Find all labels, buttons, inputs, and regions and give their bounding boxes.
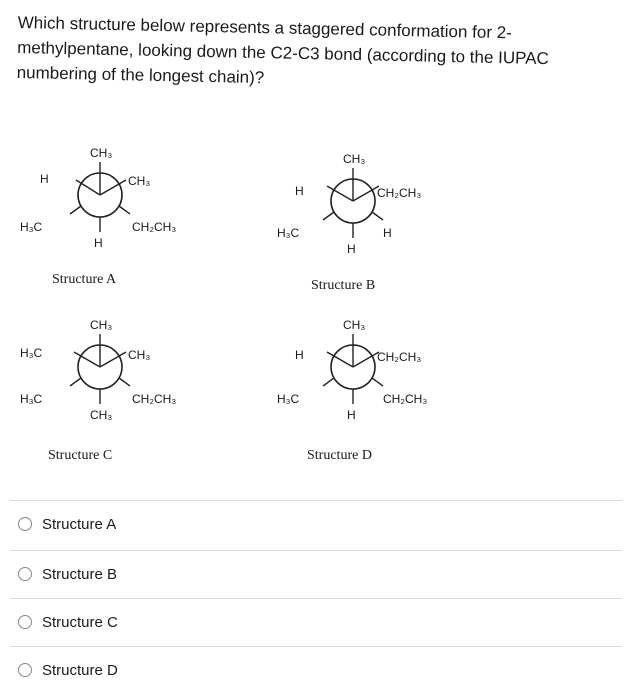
structure-b-caption: Structure B [311,278,376,293]
option-structure-b[interactable] [10,550,622,597]
structure-a-back-bottom: H [94,236,103,250]
question-line-2: methylpentane, looking down the C2-C3 bond (according to the IUPAC [17,37,550,69]
structure-d-back-bottom: H [347,408,356,422]
option-structure-d[interactable] [10,646,622,693]
newman-diagram-d [265,312,465,462]
question-line-3: numbering of the longest chain)? [16,62,265,88]
structure-c-front-top: CH₃ [90,318,113,332]
option-label: Structure C [42,613,118,631]
question-line-1: Which structure below represents a staggered conformation for 2- [17,12,513,43]
radio-icon[interactable] [18,517,32,531]
newman-projections-figure [0,140,632,490]
structure-c-back-right: CH₂CH₃ [132,392,177,406]
structure-c-back-left: H₃C [20,392,43,406]
structure-b-back-left: H₃C [277,226,300,240]
newman-diagram-b [265,146,465,296]
structure-d-back-left: H₃C [277,392,300,406]
structure-c-caption: Structure C [48,448,113,463]
structure-c-back-bottom: CH₃ [90,408,113,422]
structure-a-back-left: H₃C [20,220,43,234]
newman-structure-c [10,312,210,462]
structure-b-front-left: H [295,184,304,198]
structure-c-front-right: CH₃ [128,348,151,362]
structure-a-back-right: CH₂CH₃ [132,220,177,234]
structure-a-caption: Structure A [52,272,117,287]
radio-icon[interactable] [18,567,32,581]
option-structure-a[interactable] [10,500,622,547]
newman-diagram-a [10,140,210,290]
structure-d-back-right: CH₂CH₃ [383,392,428,406]
newman-structure-d [265,312,465,462]
newman-diagram-c [10,312,210,462]
structure-a-front-top: CH₃ [90,146,113,160]
structure-b-back-bottom: H [347,242,356,256]
option-label: Structure A [42,515,117,533]
structure-d-front-top: CH₃ [343,318,366,332]
structure-a-front-right: CH₃ [128,174,151,188]
structure-b-front-right: CH₂CH₃ [377,186,422,200]
structure-d-front-right: CH₂CH₃ [377,350,422,364]
structure-a-front-left: H [40,172,49,186]
structure-b-front-top: CH₃ [343,152,366,166]
newman-structure-a [10,140,210,290]
radio-icon[interactable] [18,663,32,677]
structure-b-back-right: H [383,226,392,240]
structure-d-front-left: H [295,348,304,362]
structure-c-front-left: H₃C [20,346,43,360]
option-structure-c[interactable] [10,598,622,645]
structure-d-caption: Structure D [307,448,372,463]
option-label: Structure B [42,565,118,583]
question-text [16,10,617,98]
option-label: Structure D [42,661,118,679]
radio-icon[interactable] [18,615,32,629]
newman-structure-b [265,146,465,296]
